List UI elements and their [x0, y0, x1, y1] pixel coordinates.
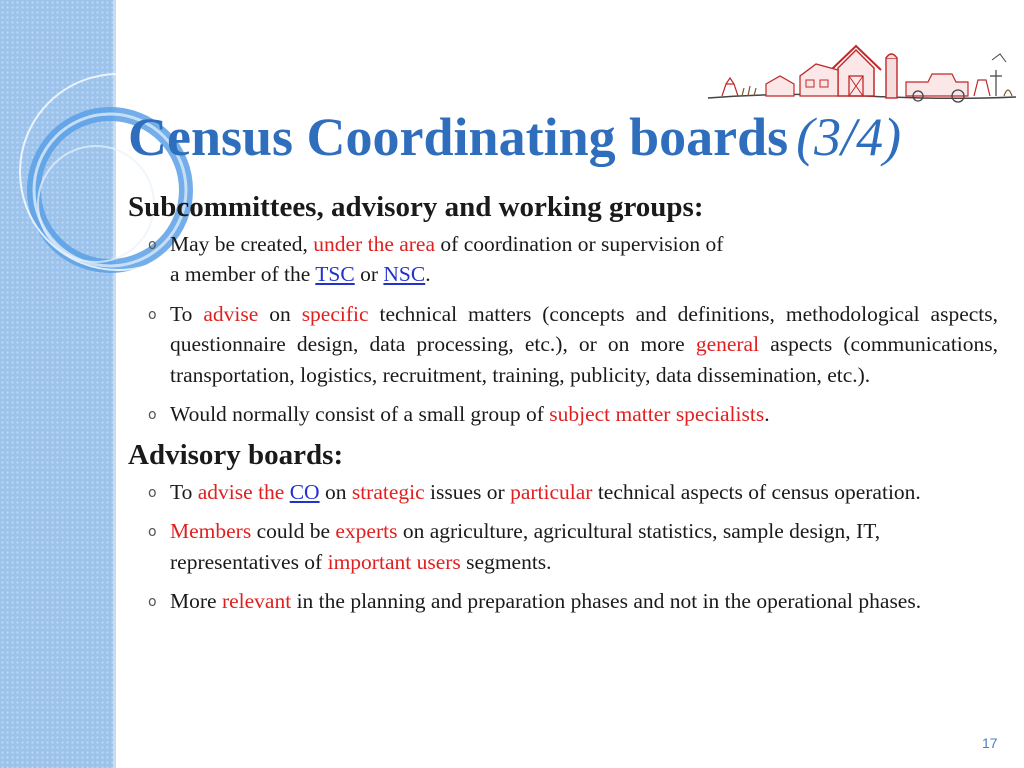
circle-bullet-icon: o — [148, 484, 157, 501]
text: in the planning and preparation phases and not in the operational phases. — [296, 589, 922, 614]
list-item — [128, 516, 998, 577]
highlight-text: under the area — [313, 231, 436, 256]
text: May be created, — [170, 231, 308, 256]
section-heading-advisory-boards: Advisory boards: — [128, 438, 344, 471]
highlight-text: advise — [203, 301, 259, 326]
tsc-link[interactable]: TSC — [315, 262, 355, 287]
circle-bullet-icon: o — [148, 306, 157, 323]
slide-content — [128, 190, 998, 626]
text: technical matters (concepts and definitions, methodological aspects, questionnaire design, data processing, etc.), or on more — [170, 301, 999, 357]
highlight-text: relevant — [221, 589, 292, 614]
circle-bullet-icon: o — [148, 236, 157, 253]
text: could be — [256, 519, 331, 544]
text: on — [269, 301, 291, 326]
list-item — [128, 586, 998, 617]
text: on — [324, 479, 347, 504]
text: To — [170, 479, 193, 504]
highlight-text: strategic — [351, 479, 425, 504]
highlight-text: particular — [510, 479, 593, 504]
highlight-text: subject matter specialists — [549, 402, 765, 427]
highlight-text: advise the — [197, 479, 285, 504]
slide-title-part: (3/4) — [796, 107, 902, 167]
highlight-text: Members — [170, 519, 252, 544]
highlight-text: specific — [301, 301, 369, 326]
subcommittees-list — [128, 229, 998, 430]
advisory-boards-list — [128, 477, 998, 617]
text: technical aspects of census operation. — [597, 479, 921, 504]
text: of coordination or supervision of — [440, 231, 724, 256]
page-number: 17 — [982, 735, 998, 751]
text: . — [764, 402, 770, 427]
circle-bullet-icon: o — [148, 594, 157, 611]
text: a member of the — [170, 262, 311, 287]
text: on agriculture, agricultural statistics, sample design, IT, representatives of — [170, 519, 881, 574]
text: To — [170, 301, 193, 326]
text: More — [170, 589, 217, 614]
list-item — [128, 477, 998, 508]
text: issues or — [430, 479, 505, 504]
text: Would normally consist of a small group of — [170, 402, 544, 427]
circle-bullet-icon: o — [148, 407, 157, 424]
highlight-text: important users — [327, 549, 461, 574]
highlight-text: general — [695, 332, 760, 357]
slide-title — [128, 106, 901, 168]
text: aspects (communications, transportation, logistics, recruitment, training, publicity, data dissemination, etc.). — [170, 332, 999, 387]
list-item — [128, 229, 998, 290]
text: segments. — [466, 549, 552, 574]
co-link[interactable]: CO — [289, 479, 320, 504]
list-item — [128, 399, 998, 430]
nsc-link[interactable]: NSC — [383, 262, 426, 287]
farm-illustration — [706, 40, 1018, 106]
circle-bullet-icon: o — [148, 524, 157, 541]
slide-title-text: Census Coordinating boards — [128, 107, 789, 167]
list-item — [128, 299, 998, 391]
text: or — [360, 262, 379, 287]
section-heading-subcommittees: Subcommittees, advisory and working groups: — [128, 191, 704, 223]
highlight-text: experts — [335, 519, 398, 544]
text: . — [425, 262, 431, 287]
